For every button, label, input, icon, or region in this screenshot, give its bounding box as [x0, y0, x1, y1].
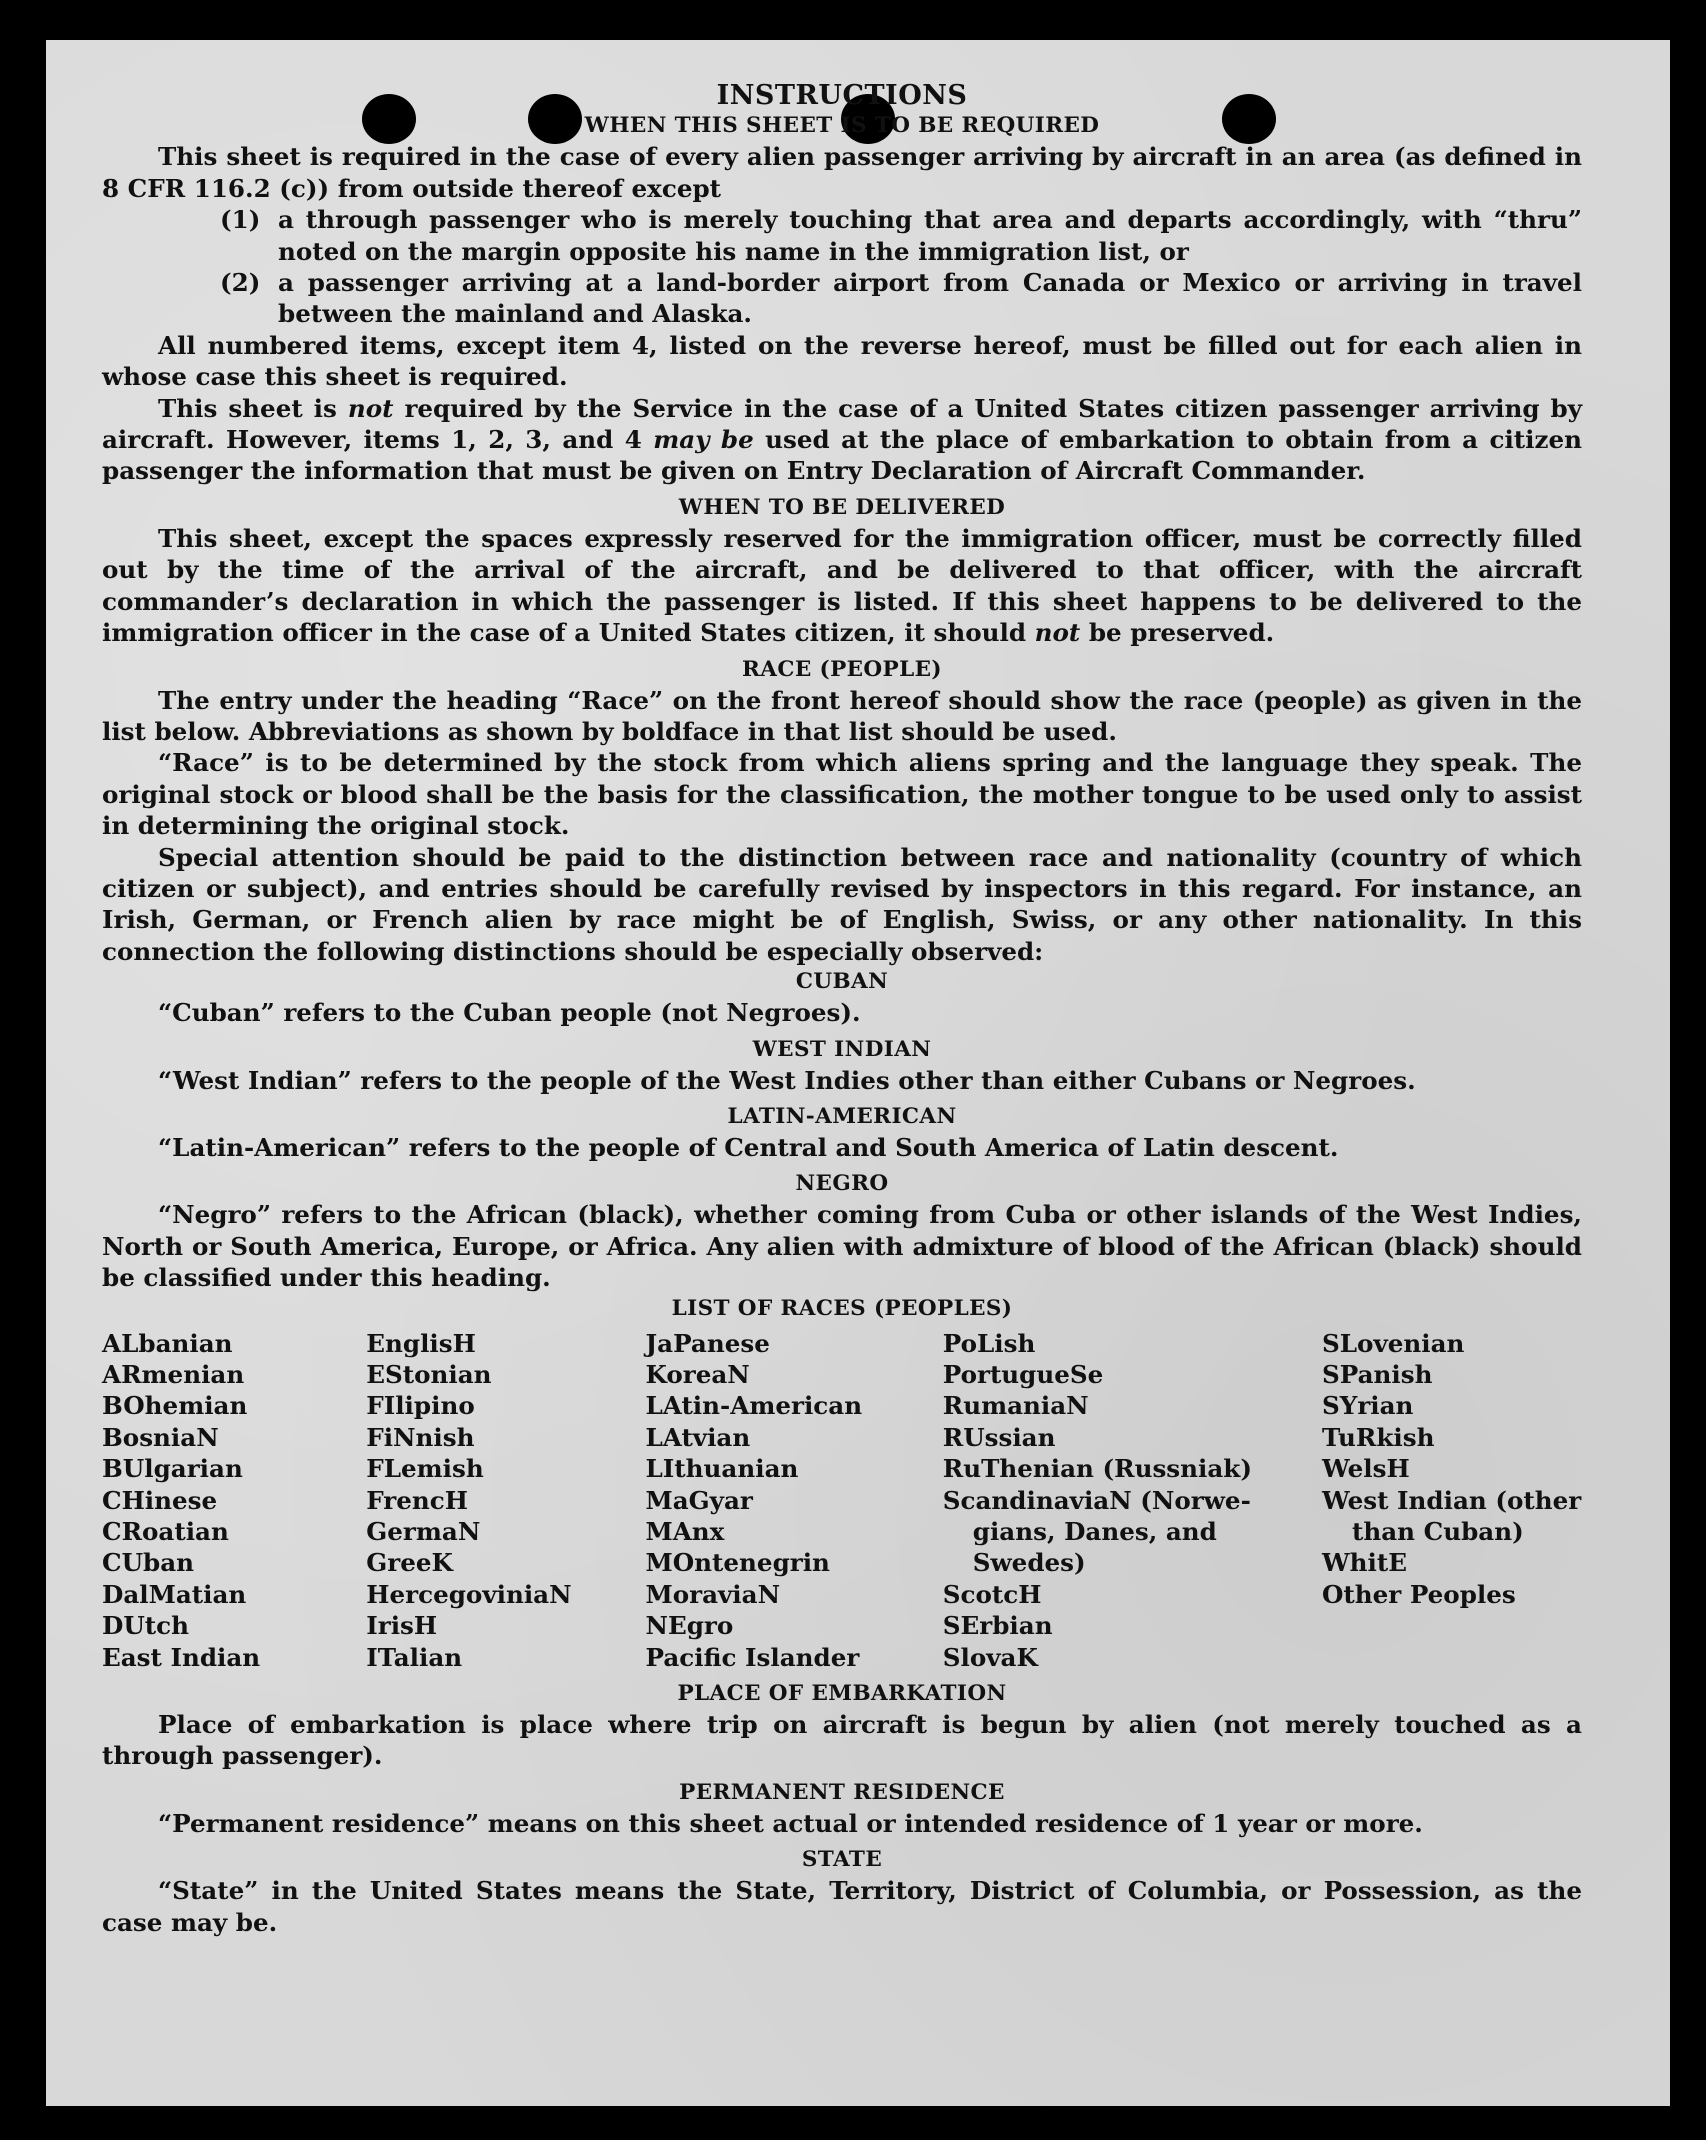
race-entry: SYrian [1322, 1391, 1414, 1421]
race-entry: MoraviaN [645, 1579, 781, 1609]
race-entry: EnglisH [366, 1328, 476, 1358]
race-entry: SErbian [942, 1611, 1053, 1641]
emphasis: not [347, 393, 394, 423]
race-entry: NEgro [645, 1611, 734, 1641]
race-entry: PortugueSe [942, 1360, 1104, 1389]
race-entry: BUlgarian [102, 1454, 243, 1484]
race-entry: BosniaN [102, 1422, 219, 1452]
race-entry: MAnx [645, 1517, 725, 1547]
race-entry: Pacific Islander [645, 1642, 860, 1672]
race-entry: ARmenian [102, 1360, 245, 1389]
race-entry: FLemish [366, 1454, 484, 1484]
residence-text: “Permanent residence” means on this sheet actual or intended residence of 1 year or more. [158, 1808, 1423, 1838]
exception-item-2 [102, 267, 1582, 330]
race-para3: Special attention should be paid to the distinction between race and nationality (country of which citizen or subject), and entries should be carefully revised by inspectors in this regard. For instance, an Irish, German, or French alien by race might be of English, Swiss, or any other nationality. In this connection the following distinctions should be especially observed: [102, 842, 1582, 966]
section-heading-delivered: WHEN TO BE DELIVERED [678, 494, 1006, 520]
instructions-body [102, 80, 1582, 1938]
state-text: “State” in the United States means the State, Territory, District of Columbia, or Possession, as the case may be. [102, 1876, 1582, 1937]
race-entry: CRoatian [102, 1517, 229, 1547]
race-entry: MaGyar [645, 1485, 753, 1515]
negro-text: “Negro” refers to the African (black), whether coming from Cuba or other islands of the West Indies, North or South America, Europe, or Africa. Any alien with admixture of blood of the African (black) should be classified under this heading. [102, 1200, 1582, 1293]
west-indian-text: “West Indian” refers to the people of the West Indies other than either Cubans or Negroes. [158, 1065, 1416, 1095]
race-entry: GermaN [366, 1517, 481, 1547]
race-entry: BOhemian [102, 1391, 248, 1421]
race-entry: than Cuban) [1352, 1517, 1524, 1547]
text-run: be preserved. [1080, 618, 1275, 648]
race-entry: SlovaK [942, 1642, 1038, 1672]
race-entry: CHinese [102, 1485, 218, 1515]
section-heading-state: STATE [801, 1847, 883, 1873]
section-heading-list-of-races: LIST OF RACES (PEOPLES) [671, 1295, 1013, 1321]
race-entry: ScandinaviaN (Norwe- [942, 1485, 1251, 1515]
race-entry: WelsH [1322, 1454, 1410, 1484]
required-para3 [102, 393, 1582, 487]
race-entry: IrisH [366, 1611, 438, 1641]
required-para2: All numbered items, except item 4, listed on the reverse hereof, must be filled out for each alien in whose case this sheet is required. [102, 330, 1582, 392]
text-run: This sheet is [158, 393, 348, 423]
race-entry: gians, Danes, and [972, 1517, 1217, 1547]
race-entry: West Indian (other [1322, 1485, 1582, 1515]
text-run: used at the place of embarkation to obtain from a citizen passenger the information that must be given on Entry Declaration of Aircraft Commander. [102, 425, 1582, 486]
race-entry: WhitE [1322, 1548, 1407, 1578]
race-list [102, 1328, 1582, 1673]
race-entry: JaPanese [645, 1328, 770, 1358]
race-entry: LAtin-American [645, 1391, 863, 1421]
item-text: a passenger arriving at a land-border airport from Canada or Mexico or arriving in travel between the mainland and Alaska. [278, 268, 1582, 329]
race-entry: RumaniaN [942, 1391, 1089, 1421]
race-entry: HercegoviniaN [366, 1579, 572, 1609]
exception-item-1 [102, 204, 1582, 267]
race-column-5 [1322, 1328, 1582, 1673]
latin-american-text: “Latin-American” refers to the people of Central and South America of Latin descent. [158, 1132, 1339, 1162]
race-para2: “Race” is to be determined by the stock from which aliens spring and the language they speak. The original stock or blood shall be the basis for the classification, the mother tongue to be used only to assist in determining the original stock. [102, 748, 1582, 841]
delivered-para [102, 523, 1582, 649]
race-entry: TuRkish [1322, 1422, 1435, 1452]
race-para1: The entry under the heading “Race” on the front hereof should show the race (people) as given in the list below. Abbreviations as shown by boldface in that list should be used. [102, 685, 1582, 746]
race-entry: GreeK [366, 1548, 453, 1578]
race-column-1 [102, 1328, 352, 1673]
section-heading-required: WHEN THIS SHEET IS TO BE REQUIRED [584, 113, 1100, 139]
race-entry: Other Peoples [1322, 1579, 1516, 1609]
item-number: (1) [220, 205, 261, 235]
race-entry: MOntenegrin [645, 1548, 830, 1578]
race-entry: FIlipino [366, 1391, 475, 1421]
race-entry: DalMatian [102, 1579, 247, 1609]
race-entry: PoLish [942, 1328, 1036, 1358]
race-column-2 [366, 1328, 631, 1673]
race-entry: LAtvian [645, 1422, 751, 1452]
race-entry: LIthuanian [645, 1454, 799, 1484]
race-entry: EStonian [366, 1360, 492, 1389]
cuban-text: “Cuban” refers to the Cuban people (not Negroes). [158, 998, 861, 1028]
race-entry: SPanish [1322, 1360, 1433, 1389]
text-run: This sheet, except the spaces expressly reserved for the immigration officer, must be correctly filled out by the time of the arrival of the aircraft, and be delivered to that officer, with the aircraft commander’s declaration in which the passenger is listed. If this sheet happens to be delivered to the immigration officer in the case of a United States citizen, it should [102, 523, 1582, 648]
section-heading-residence: PERMANENT RESIDENCE [679, 1779, 1005, 1805]
race-column-4 [943, 1328, 1308, 1673]
race-entry: ALbanian [102, 1328, 233, 1358]
race-entry: FrencH [366, 1485, 468, 1515]
race-entry: East Indian [102, 1642, 261, 1672]
section-heading-negro: NEGRO [795, 1171, 889, 1197]
race-entry: SLovenian [1322, 1328, 1465, 1358]
section-heading-latin-american: LATIN-AMERICAN [727, 1103, 957, 1129]
race-entry: KoreaN [645, 1360, 750, 1389]
emphasis: not [1034, 618, 1081, 648]
section-heading-cuban: CUBAN [795, 969, 889, 995]
race-entry: RuThenian (Russniak) [942, 1454, 1252, 1484]
race-entry: ScotcH [942, 1579, 1042, 1609]
race-entry: Swedes) [972, 1548, 1086, 1578]
section-heading-race: RACE (PEOPLE) [741, 656, 943, 682]
required-intro: This sheet is required in the case of every alien passenger arriving by aircraft in an area (as defined in 8 CFR 116.2 (c)) from outside thereof except [102, 142, 1582, 203]
section-heading-embarkation: PLACE OF EMBARKATION [677, 1681, 1007, 1707]
race-column-3 [646, 1328, 929, 1673]
section-heading-west-indian: WEST INDIAN [752, 1036, 932, 1062]
text-run: required by the Service in the case of a United States citizen passenger arriving by aircraft. However, items 1, 2, 3, and 4 [102, 393, 1582, 455]
item-text: a through passenger who is merely touching that area and departs accordingly, with “thru” noted on the margin opposite his name in the immigration list, or [278, 205, 1582, 266]
race-entry: FiNnish [366, 1422, 475, 1452]
emphasis: may be [653, 425, 754, 455]
item-number: (2) [220, 268, 261, 298]
race-entry: CUban [102, 1548, 195, 1578]
race-entry: RUssian [942, 1422, 1056, 1452]
page-title: INSTRUCTIONS [716, 80, 968, 111]
embarkation-text: Place of embarkation is place where trip on aircraft is begun by alien (not merely touched as a through passenger). [102, 1710, 1582, 1771]
race-entry: DUtch [102, 1611, 189, 1641]
race-entry: ITalian [366, 1642, 463, 1672]
